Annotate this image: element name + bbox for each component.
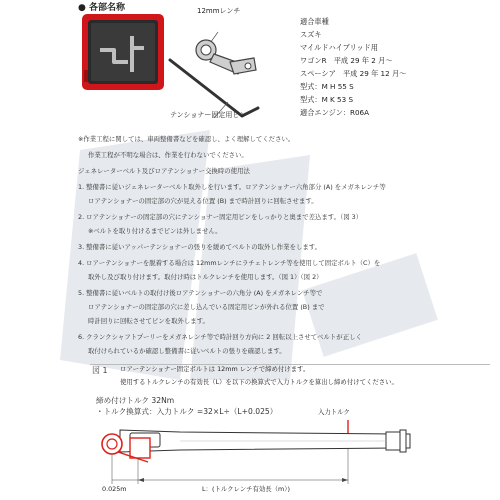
figure-1-title: 図 1 [92,366,108,375]
torque-wrench-diagram [90,418,500,500]
note-line: 作業工程が不明な場合は、作業を行わないでください。 [88,151,248,159]
note-line: ※ベルトを取り付けるまでピンは外しません。 [88,227,222,235]
note-line: 3. 整備書に従いアッパーテンショナーの張りを緩めてベルトの取外し作業をします。 [78,243,322,251]
note-line: 時計回りに回転させてピンを取外します。 [88,317,209,325]
note-line: 1. 整備書に従いジェネレーターベルト取外しを行います。ロアテンショナー六角部分 (A) をメガネレンチ等 [78,183,386,191]
note-line: ※作業工程に関しては、車両整備書などを確認し、よく理解してください。 [78,135,295,143]
dimension-short-label: 0.025m [102,485,127,493]
note-line: 6. クランクシャフトプーリーをメガネレンチ等で時計回り方向に 2 回転以上させてベルトが正しく [78,333,362,341]
wrench-label: 12mmレンチ [197,7,241,15]
wrench-and-pin-image [168,20,270,120]
note-line: 取付けられているか確認し整備書に従いベルトの張りを確認します。 [88,347,286,355]
bullet-icon: ● [78,3,86,13]
dimension-long-label: L：(トルクレンチ有効長（m）) [202,485,290,493]
figure-desc-2: 使用するトルクレンチの有効長（L）を以下の換算式で入力トルクを算出し締め付けてください。 [120,378,398,386]
note-line: 2. ロアテンショナーの固定部の穴にテンショナー固定用ピンをしっかりと奥まで差込ます。（図 3） [78,213,363,221]
note-line: 取外し及び取り付けます。取付け時はトルクレンチを使用します。（図 1）（図 2） [88,273,323,281]
section-title: 各部名称 [89,3,126,13]
spec-line: 型式：M K 53 S [300,95,354,104]
torque-formula: ・トルク換算式：入力トルク =32×L÷（L+0.025） [96,407,278,416]
tool-case-image [80,12,166,92]
figure-desc-1: ロアーテンショナー固定ボルトは 12mm レンチで締め付けます。 [120,365,310,373]
torque-title: 締め付けトルク 32Nm [96,396,175,405]
spec-line: 適合エンジン：R06A [300,108,370,117]
note-line: 4. ロアーテンショナーを脱着する場合は 12mmレンチにラチェトレンチ等を使用して固定ボルト（C）を [78,259,381,267]
note-line: ジェネレーターベルト及びロアテンショナー交換時の使用法 [78,167,250,175]
pin-label: テンショナー固定用ピン [170,111,247,119]
spec-line: 型式：M H 55 S [300,82,354,91]
spec-line: スペーシア 平成 29 年 12 月～ [300,69,407,78]
spec-line: マイルドハイブリッド用 [300,43,378,52]
spec-line: ワゴンR 平成 29 年 2 月～ [300,56,393,65]
input-torque-label: 入力トルク [318,408,350,416]
note-line: 5. 整備書に従いベルトの取付け後ロアテンショナーの六角分 (A) をメガネレンチ等で [78,289,323,297]
spec-line: 適合車種 [300,17,329,26]
note-line: ロアテンショナーの固定部の穴に差し込んでいる固定用ピンが外れる位置 (B) まで [88,303,325,311]
spec-line: スズキ [300,30,322,39]
note-line: ロアテンショナーの固定部の穴が見える位置 (B) まで時計回りに回転させます。 [88,197,318,205]
